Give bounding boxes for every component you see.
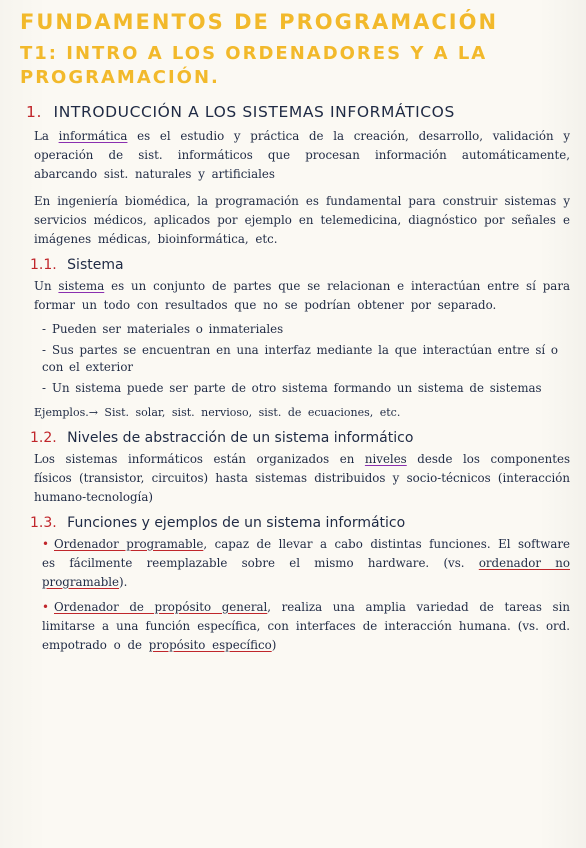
text-fragment: ) — [271, 637, 277, 652]
list-item: • Ordenador programable, capaz de llevar a cabo distintas funciones. El software es fácilmente reemplazable sobre el mismo hardware. (vs. ordenador no programable). — [42, 536, 570, 589]
text-fragment: es el estudio y práctica de la creación, desarrollo, validación y operación de sist. informáticos que procesan información automáticamente, abarcando sist. naturales y artificiales — [34, 128, 570, 181]
list-item-text: Pueden ser materiales o inmateriales — [52, 321, 284, 336]
informatica-definition — [34, 127, 570, 184]
term-ordenador-proposito-general: Ordenador de propósito general — [54, 599, 268, 614]
biomedical-paragraph: En ingeniería biomédica, la programación es fundamental para construir sistemas y servicios médicos, aplicados por ejemplo en telemedicina, diagnóstico por señales e imágenes médicas, bioinformática, etc. — [34, 193, 570, 246]
subsection-1-1-heading — [30, 257, 570, 273]
funciones-list — [42, 535, 570, 655]
list-item-text: Sus partes se encuentran en una interfaz mediante la que interactúan entre sí o con el exterior — [42, 342, 559, 374]
page-subtitle: T1: INTRO A LOS ORDENADORES Y A LA PROGRAMACIÓN. — [20, 43, 488, 89]
subsection-1-3-heading — [30, 515, 570, 531]
text-fragment: Un — [34, 278, 59, 293]
text-fragment: , capaz de llevar a cabo distintas funciones. El software es fácilmente reemplazable sobre el mismo hardware. (vs. — [42, 536, 570, 570]
subsection-1-1-title: Sistema — [67, 256, 124, 273]
term-ordenador-no-programable: ordenador no programable — [42, 555, 570, 589]
text-fragment: ). — [119, 574, 128, 589]
text-fragment: , realiza una amplia variedad de tareas sin limitarse a una función específica, con interfaces de interacción humana. (vs. ord. empotrado o de — [42, 599, 570, 652]
list-item: - Un sistema puede ser parte de otro sistema formando un sistema de sistemas — [42, 380, 542, 395]
text-fragment: es un conjunto de partes que se relacionan e interactúan entre sí para formar un todo con resultados que no se podrían obtener por separado. — [34, 278, 570, 312]
subsection-1-3-number: 1.3. — [30, 514, 57, 531]
term-informatica: informática — [58, 128, 128, 143]
section-1-heading — [26, 103, 570, 121]
subsection-1-3-title: Funciones y ejemplos de un sistema informático — [67, 514, 406, 531]
term-sistema: sistema — [58, 278, 105, 293]
term-proposito-especifico: propósito específico — [148, 637, 272, 652]
list-item: - Pueden ser materiales o inmateriales — [42, 321, 284, 336]
list-item: • Ordenador de propósito general, realiza una amplia variedad de tareas sin limitarse a una función específica, con interfaces de interacción humana. (vs. ord. empotrado o de propósito específico) — [42, 599, 570, 652]
term-niveles: niveles — [364, 451, 407, 466]
list-item-text: Un sistema puede ser parte de otro sistema formando un sistema de sistemas — [52, 380, 542, 395]
subsection-1-1-number: 1.1. — [30, 256, 57, 273]
text-fragment: desde los componentes físicos (transistor, circuitos) hasta sistemas distribuidos y socio-técnicos (interacción humano-tecnología) — [34, 451, 570, 504]
sistema-properties-list — [42, 321, 570, 397]
subsection-1-2-title: Niveles de abstracción de un sistema informático — [67, 429, 414, 446]
text-fragment: La — [34, 128, 59, 143]
sistema-examples: Ejemplos.→ Sist. solar, sist. nervioso, sist. de ecuaciones, etc. — [34, 405, 401, 419]
sistema-definition — [34, 277, 570, 315]
text-fragment: Los sistemas informáticos están organizados en — [34, 451, 365, 466]
page-title: FUNDAMENTOS DE PROGRAMACIÓN — [20, 10, 499, 34]
list-item: - Sus partes se encuentran en una interfaz mediante la que interactúan entre sí o con el exterior — [42, 342, 559, 374]
niveles-paragraph — [34, 450, 570, 507]
section-1-title: INTRODUCCIÓN A LOS SISTEMAS INFORMÁTICOS — [53, 102, 455, 121]
term-ordenador-programable: Ordenador programable — [54, 536, 204, 551]
section-1-number: 1. — [26, 102, 42, 121]
subsection-1-2-number: 1.2. — [30, 429, 57, 446]
subsection-1-2-heading — [30, 430, 570, 446]
